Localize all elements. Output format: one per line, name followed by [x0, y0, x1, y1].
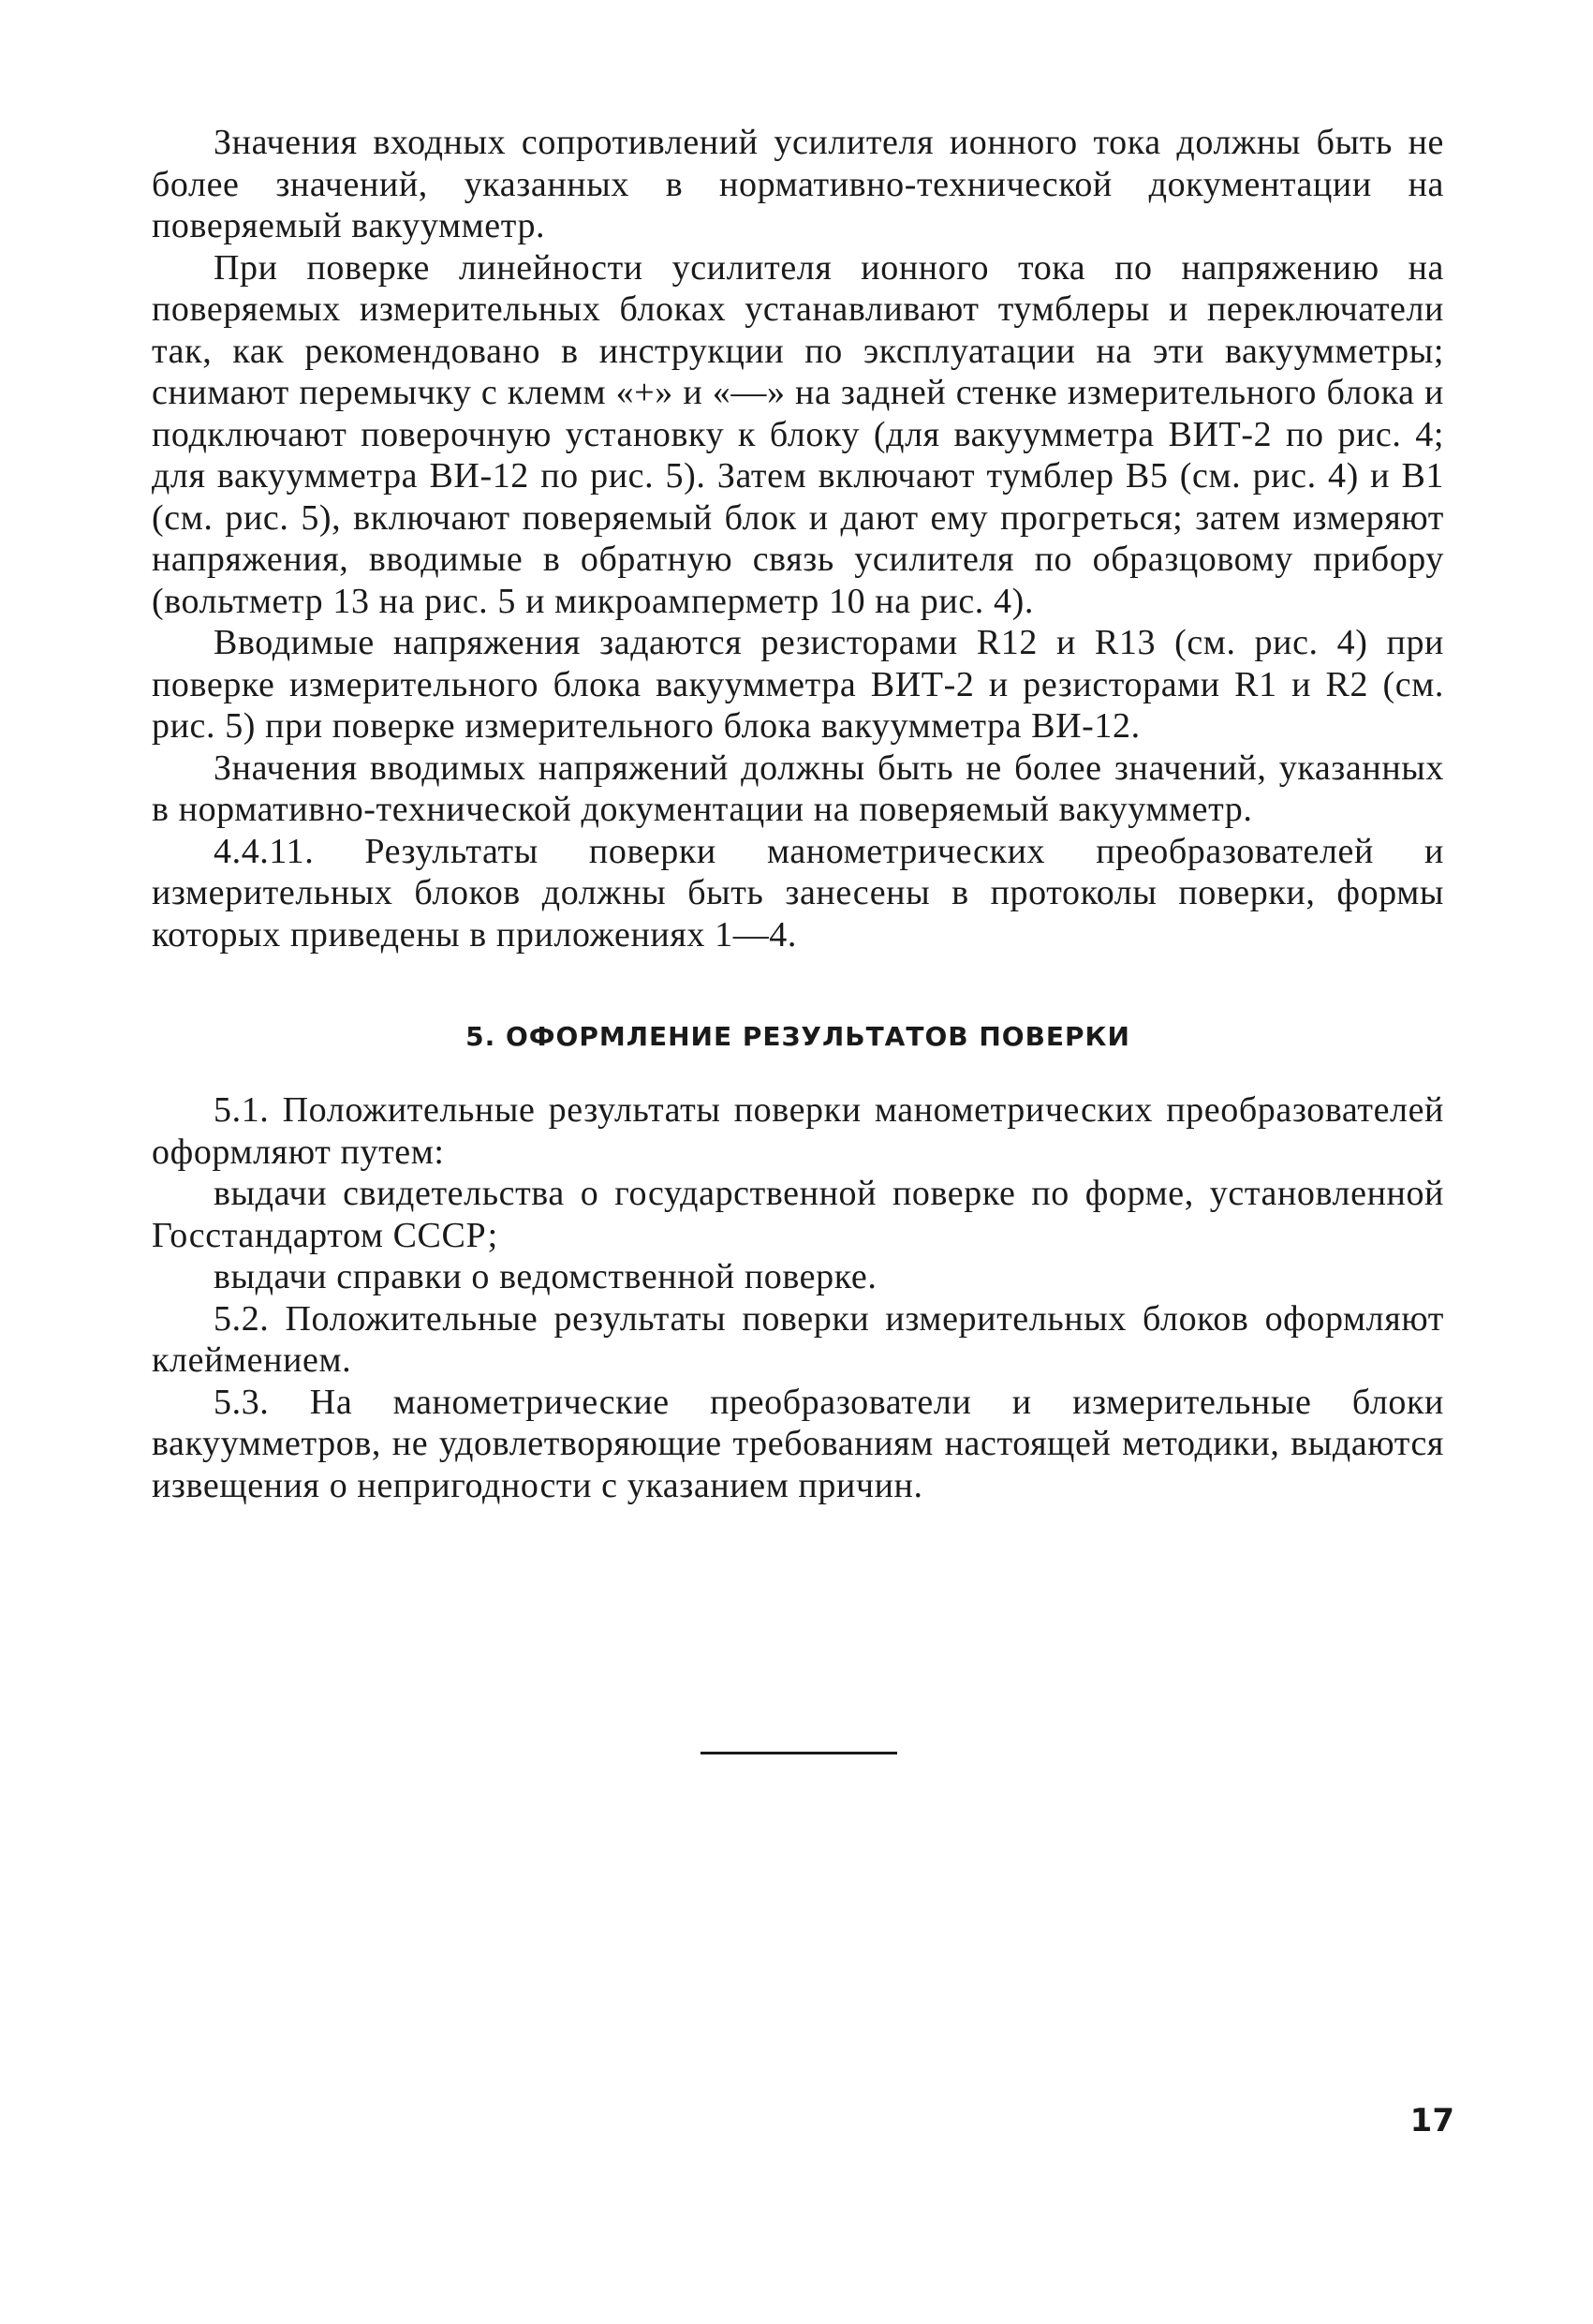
paragraph: 5.2. Положительные результаты поверки измерительных блоков оформляют клеймением.: [152, 1298, 1444, 1380]
paragraph: выдачи справки о ведомственной поверке.: [214, 1257, 878, 1296]
paragraph: Вводимые напряжения задаются резисторами R12 и R13 (см. рис. 4) при поверке измерительного блока вакуумметра ВИТ-2 и резисторами R1 и R2 (см. рис. 5) при поверке измерительного блока вакуумметра ВИ-12.: [152, 623, 1444, 746]
paragraph: При поверке линейности усилителя ионного тока по напряжению на поверяемых измерительных блоках устанавливают тумблеры и переключатели так, как рекомендовано в инструкции по эксплуатации на эти вакуумметры; снимают перемычку с клемм «+» и «—» на задней стенке измерительного блока и подключают поверочную установку к блоку (для вакуумметра ВИТ-2 по рис. 4; для вакуумметра ВИ-12 по рис. 5). Затем включают тумблер В5 (см. рис. 4) и В1 (см. рис. 5), включают поверяемый блок и дают ему прогреться; затем измеряют напряжения, вводимые в обратную связь усилителя по образцовому прибору (вольтметр 13 на рис. 5 и микроамперметр 10 на рис. 4).: [152, 247, 1444, 621]
paragraph: 4.4.11. Результаты поверки манометрических преобразователей и измерительных блоков должны быть занесены в протоколы поверки, формы которых приведены в приложениях 1—4.: [152, 831, 1444, 955]
document-body: [152, 122, 1444, 1506]
page-number: 17: [1409, 2102, 1454, 2139]
paragraph: Значения входных сопротивлений усилителя ионного тока должны быть не более значений, указанных в нормативно-технической документации на поверяемый вакуумметр.: [152, 123, 1444, 245]
section-heading: 5. ОФОРМЛЕНИЕ РЕЗУЛЬТАТОВ ПОВЕРКИ: [465, 1021, 1130, 1052]
end-divider: [701, 1752, 897, 1754]
paragraph: 5.3. На манометрические преобразователи и измерительные блоки вакуумметров, не удовлетворяющие требованиям настоящей методики, выдаются извещения о непригодности с указанием причин.: [152, 1382, 1444, 1505]
paragraph: выдачи свидетельства о государственной поверке по форме, установленной Госстандартом СССР;: [152, 1174, 1444, 1255]
paragraph: 5.1. Положительные результаты поверки манометрических преобразователей оформляют путем:: [152, 1090, 1444, 1172]
paragraph: Значения вводимых напряжений должны быть не более значений, указанных в нормативно-технической документации на поверяемый вакуумметр.: [152, 748, 1444, 829]
